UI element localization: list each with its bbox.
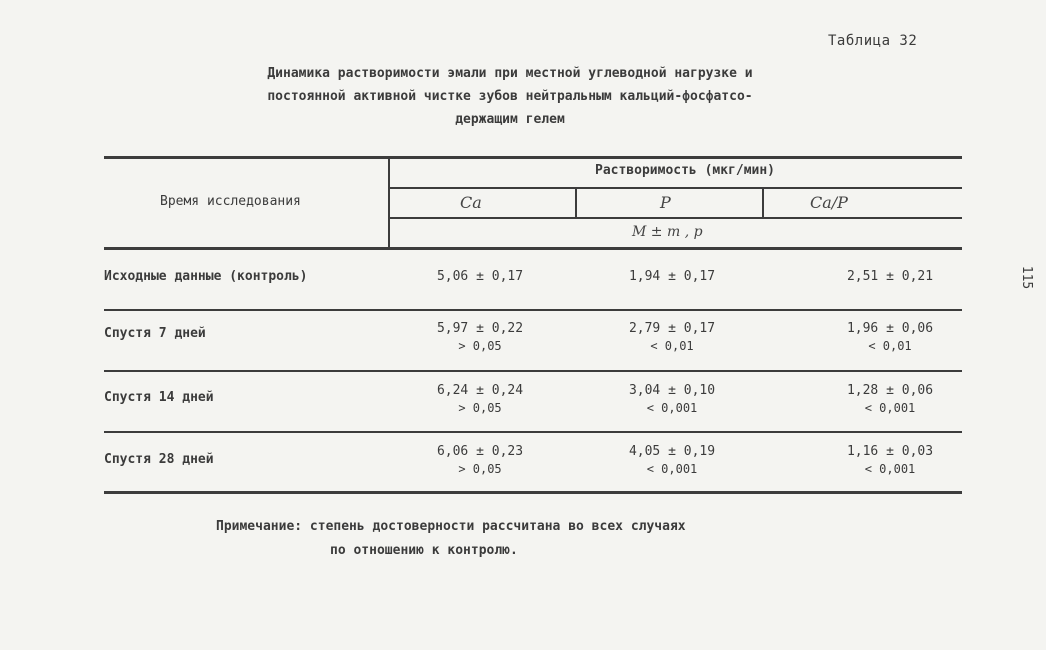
title-line-3: держащим гелем (455, 112, 565, 127)
p-value: < 0,01 (650, 339, 694, 353)
value: 2,79 ± 0,17 (628, 321, 716, 336)
cell-ca-28-days (380, 444, 580, 480)
title-line-2: постоянной активной чистке зубов нейтральным кальций-фосфатсо- (267, 89, 753, 104)
subheader-rule (390, 217, 962, 219)
value: 5,97 ± 0,22 (436, 321, 524, 336)
cell-ca-7-days (380, 321, 580, 357)
row-rule-3 (104, 431, 962, 433)
cell-p-control (572, 269, 772, 287)
title-line-1: Динамика растворимости эмали при местной углеводной нагрузке и (267, 66, 753, 81)
value: 5,06 ± 0,17 (436, 269, 524, 284)
value: 1,28 ± 0,06 (846, 383, 934, 398)
cell-cap-14-days (790, 383, 990, 419)
group-header: Растворимость (мкг/мин) (595, 163, 776, 178)
cell-ca-control (380, 269, 580, 287)
cell-p-7-days (572, 321, 772, 357)
p-value: < 0,001 (646, 401, 698, 415)
row-rule-2 (104, 370, 962, 372)
table-bottom-rule (104, 491, 962, 494)
table-top-rule (104, 156, 962, 159)
value: 6,06 ± 0,23 (436, 444, 524, 459)
row-label-control: Исходные данные (контроль) (104, 269, 308, 284)
p-value: < 0,01 (868, 339, 912, 353)
stat-header: M ± m , p (632, 224, 703, 240)
cell-cap-7-days (790, 321, 990, 357)
p-value: > 0,05 (458, 339, 502, 353)
header-bottom-rule (104, 247, 962, 250)
row-rule-1 (104, 309, 962, 311)
value: 1,94 ± 0,17 (628, 269, 716, 284)
col-divider-1 (575, 189, 577, 217)
value: 3,04 ± 0,10 (628, 383, 716, 398)
col-header-cap: Ca/P (810, 193, 848, 212)
cell-cap-28-days (790, 444, 990, 480)
cell-p-14-days (572, 383, 772, 419)
cell-p-28-days (572, 444, 772, 480)
row-label-7-days: Спустя 7 дней (104, 326, 206, 341)
p-value: < 0,001 (864, 401, 916, 415)
p-value: > 0,05 (458, 462, 502, 476)
p-value: < 0,001 (864, 462, 916, 476)
value: 2,51 ± 0,21 (846, 269, 934, 284)
cell-ca-14-days (380, 383, 580, 419)
value: 1,96 ± 0,06 (846, 321, 934, 336)
col-divider-2 (762, 189, 764, 217)
col-header-p: P (660, 193, 671, 212)
value: 6,24 ± 0,24 (436, 383, 524, 398)
page-number: 115 (1018, 265, 1034, 290)
value: 1,16 ± 0,03 (846, 444, 934, 459)
cell-cap-control (790, 269, 990, 287)
note-line-1: Примечание: степень достоверности рассчитана во всех случаях (216, 519, 686, 534)
row-label-28-days: Спустя 28 дней (104, 452, 214, 467)
group-header-rule (390, 187, 962, 189)
p-value: < 0,001 (646, 462, 698, 476)
p-value: > 0,05 (458, 401, 502, 415)
row-header-label: Время исследования (160, 194, 301, 209)
col-header-ca: Ca (460, 193, 482, 212)
value: 4,05 ± 0,19 (628, 444, 716, 459)
header-vertical-rule (388, 159, 390, 247)
row-label-14-days: Спустя 14 дней (104, 390, 214, 405)
table-number: Таблица 32 (828, 33, 918, 49)
note-line-2: по отношению к контролю. (330, 543, 518, 558)
